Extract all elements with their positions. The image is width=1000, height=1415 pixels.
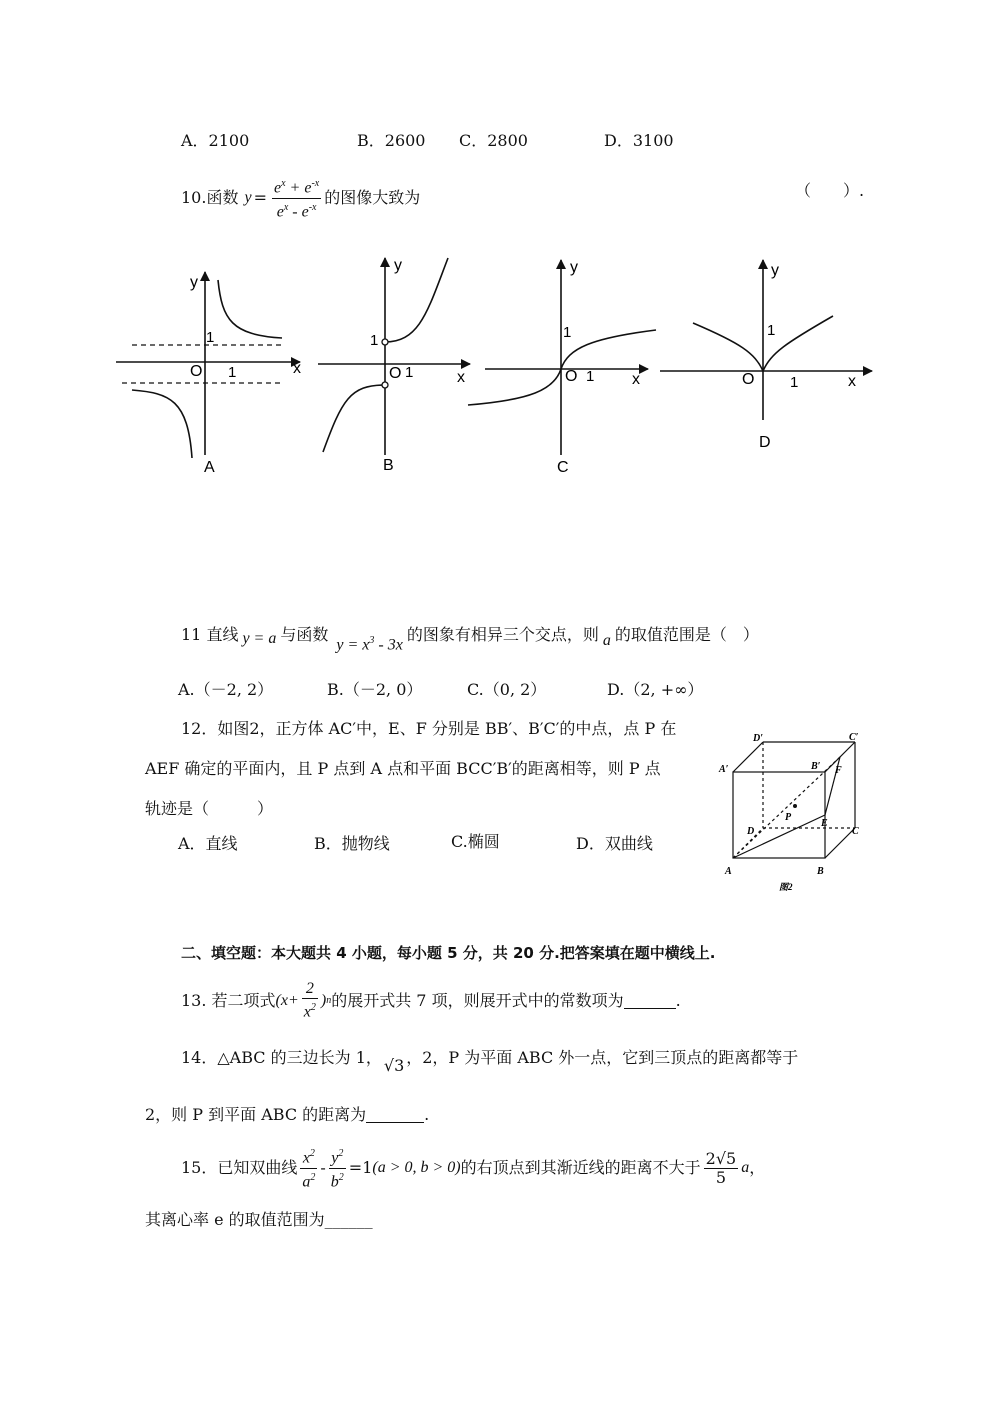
q12-line-3: 轨迹是（ ） (145, 799, 274, 818)
cube-label-dp: D′ (753, 733, 764, 744)
graph-c-x-label: x (632, 371, 640, 388)
question-14 (181, 1038, 798, 1078)
q12-line-1: 12．如图2，正方体 AC′中，E、F 分别是 BB′、B′C′的中点，点 P 在 (181, 719, 677, 738)
graph-a-label: A (204, 459, 215, 476)
q12-option-c: C.椭圆 (451, 832, 500, 851)
q10-num-e1: e (273, 179, 282, 197)
section-2-heading: 二、填空题：本大题共 4 小题，每小题 5 分，共 20 分.把答案填在题中横线上. (181, 944, 716, 962)
edge-ap-dp (733, 742, 763, 772)
graph-d-label: D (759, 434, 771, 451)
graph-a (116, 272, 301, 476)
question-14-line-2 (145, 1105, 429, 1125)
graph-d-x-label: x (848, 373, 856, 390)
graph-c-curve (468, 330, 656, 405)
q12-option-d: D．双曲线 (576, 834, 653, 853)
question-10 (181, 168, 420, 228)
q11-option-b: B.（－2, 0） (327, 680, 423, 699)
q13-answer-blank[interactable] (624, 994, 676, 1009)
graph-d-origin: O (742, 371, 755, 388)
graph-a-one-x: 1 (228, 364, 237, 381)
cube-label-b: B (817, 866, 824, 877)
q15-mid: =1 (348, 1158, 373, 1177)
graph-c (468, 259, 656, 476)
graph-b-label: B (383, 457, 394, 474)
q12-line-2: AEF 确定的平面内，且 P 点到 A 点和平面 BCC′B′的距离相等，则 P 点 (145, 759, 661, 778)
q10-den-e1: e (276, 202, 284, 220)
q12-option-a: A．直线 (178, 834, 238, 853)
q9-option-b: B．2600 (357, 131, 426, 150)
q9-option-d: D．3100 (604, 131, 674, 150)
q15-frac-bound (704, 1150, 739, 1187)
q14-end: . (424, 1105, 430, 1124)
q10-den-e2: e (301, 202, 309, 220)
graph-b-one-y: 1 (370, 332, 379, 349)
q15-line-2: 其离心率 e 的取值范围为______ (145, 1210, 373, 1229)
q13-n: n (326, 995, 332, 1006)
cube-label-e: E (821, 818, 828, 829)
graph-d (660, 260, 872, 451)
q14-sqrt: √3 (383, 1056, 405, 1075)
graph-a-origin: O (190, 363, 203, 380)
question-13 (181, 978, 681, 1024)
q11-option-c: C.（0, 2） (467, 680, 547, 699)
q10-y: y (244, 189, 252, 206)
q10-eq: = (253, 188, 267, 207)
graph-c-origin: O (565, 368, 578, 385)
edge-b-c (825, 828, 855, 858)
q9-option-a: A．2100 (181, 131, 250, 150)
q13-prefix: 13. 若二项式 (181, 991, 276, 1010)
q10-fraction: $\frac{e^x + e^{-x}}{e^x - e^{-x}}$ (272, 175, 321, 221)
q9-option-c: C．2800 (459, 131, 528, 150)
cube-label-f: F (835, 765, 842, 776)
question-11 (181, 617, 759, 653)
q11-prefix: 11 直线 (181, 625, 239, 644)
graph-a-curve-left (132, 390, 192, 458)
q10-suffix: 的图像大致为 (324, 188, 421, 207)
graph-c-y-label: y (570, 259, 578, 276)
cube-label-p: P (785, 812, 792, 823)
q14-suffix: ，2，P 为平面 ABC 外一点，它到三顶点的距离都等于 (406, 1048, 799, 1067)
q15-frac-num: 2√5 (705, 1148, 737, 1168)
q11-option-a: A.（－2, 2） (178, 680, 274, 699)
q14-line2: 2，则 P 到平面 ABC 的距离为 (145, 1105, 367, 1124)
graph-a-one-y: 1 (206, 329, 215, 346)
q14-answer-blank[interactable] (366, 1108, 424, 1123)
q13-end: . (675, 991, 681, 1010)
graph-b (318, 257, 470, 474)
q11-var: a (602, 632, 611, 649)
graph-a-curve-right (218, 280, 282, 338)
graph-b-y-label: y (394, 257, 402, 274)
graph-a-y-label: y (190, 274, 198, 291)
graph-c-one-y: 1 (563, 324, 572, 341)
q11-line: y = a (242, 630, 277, 647)
question-15: 15．已知双曲线 $\frac{x^2}{a^2}$ - $\frac{y^2}{b^2}$ =1 (a > 0, b > 0) 的右顶点到其渐近线的距离不大于 $\frac{2√5}{5}$ a ， (181, 1142, 765, 1194)
graph-b-origin: O (389, 365, 402, 382)
q11-option-d: D.（2, +∞） (607, 680, 704, 699)
q15-frac-y: $\frac{y^2}{b^2}$ (329, 1145, 346, 1191)
cube-label-ap: A′ (719, 764, 729, 775)
q10-prefix: 10.函数 (181, 188, 239, 207)
cube-caption: 图2 (779, 882, 793, 892)
q10-answer-paren: （ ）. (795, 181, 865, 200)
q10-graphs (110, 250, 890, 480)
q11-func (336, 631, 402, 655)
graph-d-one-x: 1 (790, 374, 799, 391)
cube-figure (715, 728, 875, 894)
graph-c-one-x: 1 (586, 368, 595, 385)
q13-close: ) (320, 992, 327, 1009)
graph-b-x-label: x (457, 369, 465, 386)
q15-frac-x: $\frac{x^2}{a^2}$ (300, 1145, 317, 1191)
graph-b-one-x: 1 (405, 364, 414, 381)
q15-text: 的右顶点到其渐近线的距离不大于 (460, 1158, 701, 1177)
graph-b-curve-left (323, 385, 385, 452)
cube-label-a: A (725, 866, 732, 877)
q13-x-plus: (x+ (275, 992, 299, 1009)
graph-d-one-y: 1 (767, 322, 776, 339)
q14-prefix: 14．△ABC 的三边长为 1， (181, 1048, 382, 1067)
q11-func-a: y = x (336, 636, 370, 654)
q11-suffix: 的图象有相异三个交点，则 (406, 625, 599, 644)
graph-b-open-point-top (382, 339, 388, 345)
q11-mid: 与函数 (280, 625, 329, 644)
cube-label-bp: B′ (811, 761, 821, 772)
q13-den: x (303, 1003, 311, 1021)
q10-num-e2: e (304, 179, 312, 197)
q13-suffix: 的展开式共 7 项，则展开式中的常数项为 (331, 991, 624, 1010)
q11-end: 的取值范围是（ ） (614, 625, 759, 644)
graph-d-y-label: y (771, 262, 779, 279)
q13-fraction: $\frac{2}{x^2}$ (303, 980, 316, 1021)
q13-num: 2 (302, 980, 318, 999)
q15-cond: (a > 0, b > 0) (372, 1159, 461, 1176)
q11-exp: 3 (369, 634, 375, 646)
point-p (793, 804, 797, 808)
graph-c-label: C (557, 459, 569, 476)
q15-end: ， (749, 1158, 766, 1177)
q15-frac-den: 5 (715, 1167, 727, 1187)
q12-option-b: B．抛物线 (314, 834, 390, 853)
q15-a: a (741, 1159, 750, 1176)
cube-label-cp: C′ (849, 732, 859, 743)
graph-a-x-label: x (293, 360, 301, 377)
graph-b-open-point-bottom (382, 382, 388, 388)
q15-prefix: 15．已知双曲线 (181, 1158, 298, 1177)
q11-func-b: - 3x (374, 636, 403, 654)
cube-label-d: D (747, 826, 755, 837)
cube-label-c: C (852, 826, 859, 837)
